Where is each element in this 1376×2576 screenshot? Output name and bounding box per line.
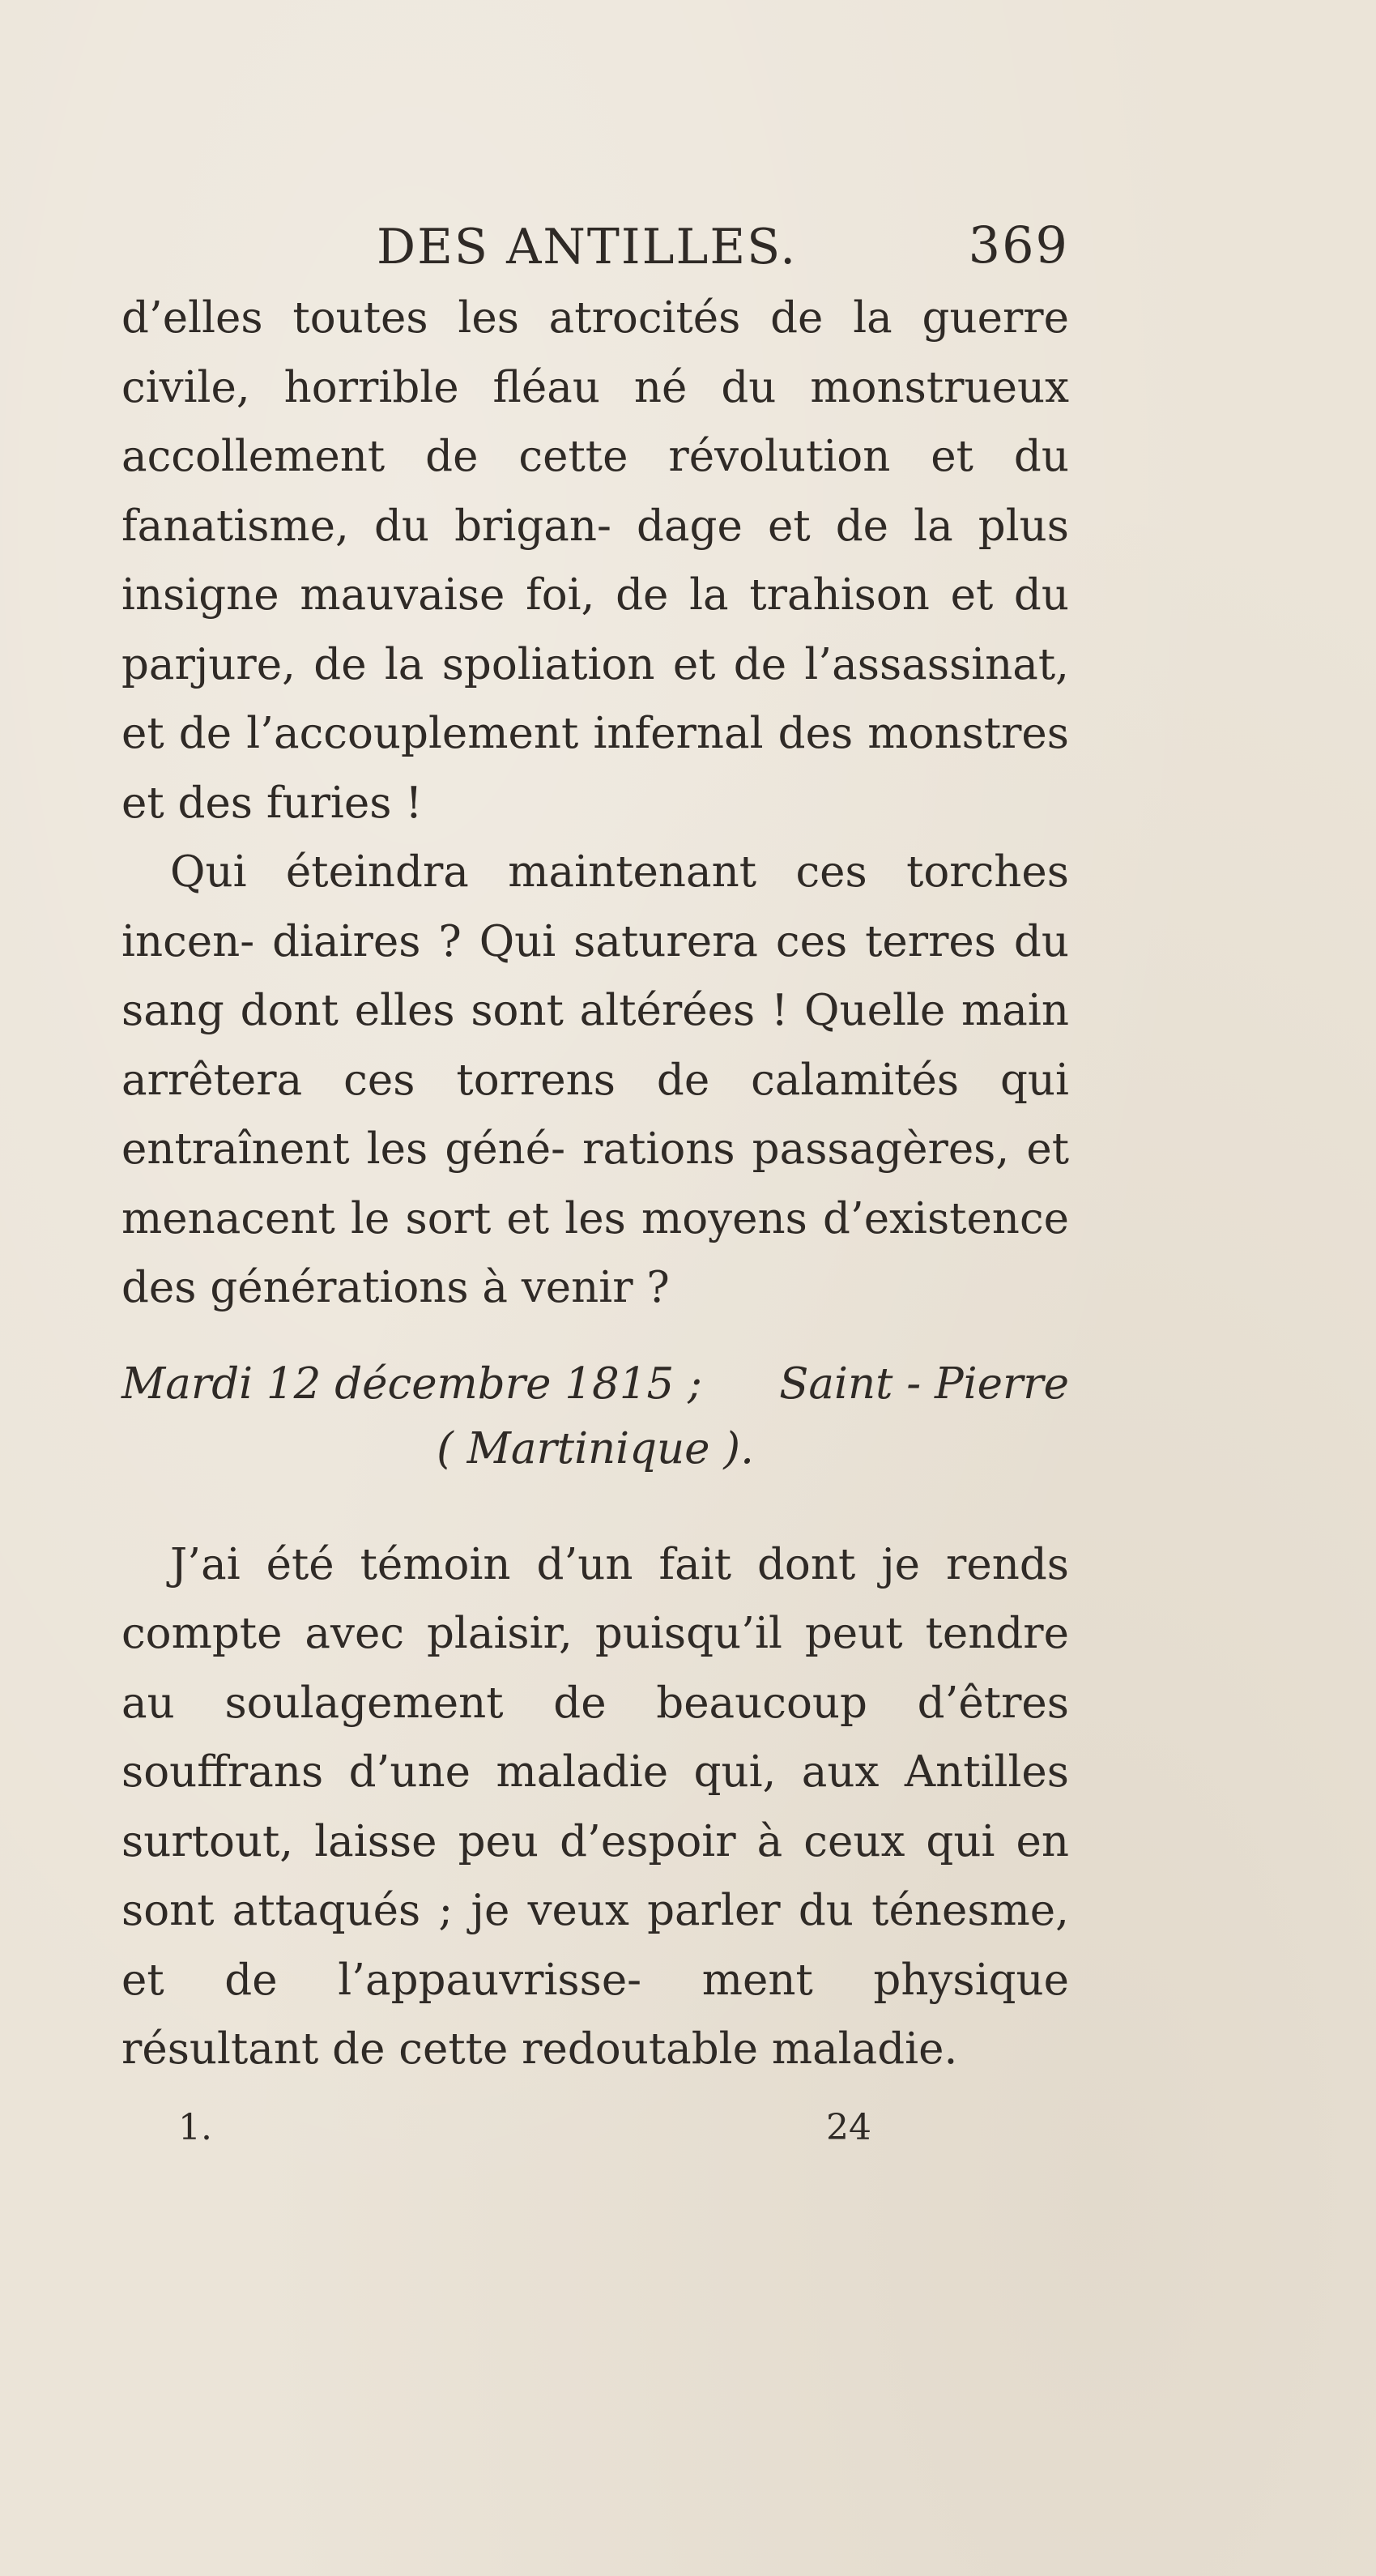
paragraph-3-line-2: compte avec plaisir, puisqu’il peut tendre au xyxy=(121,1609,1069,1728)
paragraph-3-line-1: J’ai été témoin d’un fait dont je rends xyxy=(170,1539,1069,1589)
sheet-number: 24 xyxy=(826,2106,871,2148)
paragraph-1-line-2: horrible fléau né du monstrueux accollement xyxy=(121,362,1069,481)
paragraph-3-line-6: veux parler du ténesme, et de l’appauvrisse- xyxy=(121,1886,1069,2005)
paragraph-3-line-8: maladie. xyxy=(771,2024,958,2074)
paragraph-1-line-3: de cette révolution et du fanatisme, du brigan- xyxy=(121,432,1069,551)
paragraph-2 xyxy=(121,838,1069,1323)
paragraph-1 xyxy=(121,284,1069,838)
paragraph-1-line-4: dage et de la plus insigne mauvaise foi, de la xyxy=(121,501,1069,620)
entry-date: Mardi 12 décembre 1815 ; xyxy=(121,1358,702,1409)
entry-place: Saint - Pierre xyxy=(779,1358,1069,1409)
paragraph-3 xyxy=(121,1530,1069,2084)
entry-region: ( Martinique ). xyxy=(437,1423,754,1474)
paragraph-3-line-3: soulagement de beaucoup d’êtres souffrans xyxy=(121,1678,1069,1797)
paragraph-3-line-7: ment physique résultant de cette redoutable xyxy=(121,1955,1069,2074)
running-head xyxy=(121,211,1069,284)
running-title: DES ANTILLES. xyxy=(377,219,798,275)
paragraph-1-line-6: l’assassinat, et de l’accouplement infernal des xyxy=(121,639,1069,758)
paragraph-2-line-1: Qui éteindra maintenant ces torches incen- xyxy=(121,847,1069,966)
paragraph-2-line-3: elles sont altérées ! Quelle main arrêtera ces xyxy=(121,986,1069,1105)
paragraph-3-line-4: d’une maladie qui, aux Antilles surtout, laisse xyxy=(121,1747,1069,1866)
paragraph-1-line-5: trahison et du parjure, de la spoliation et de xyxy=(121,570,1069,689)
paragraph-1-line-7: monstres et des furies ! xyxy=(121,709,1069,828)
page-number: 369 xyxy=(968,215,1069,275)
paragraph-2-line-2: diaires ? Qui saturera ces terres du sang dont xyxy=(121,916,1069,1035)
entry-heading-line-1 xyxy=(121,1352,1069,1417)
paragraph-1-line-1: d’elles toutes les atrocités de la guerre civile, xyxy=(121,293,1069,412)
paragraph-2-line-4: torrens de calamités qui entraînent les géné- xyxy=(121,1055,1070,1174)
text-block xyxy=(121,211,1069,2156)
paragraph-2-line-6: moyens d’existence des générations à venir ? xyxy=(121,1193,1069,1312)
page-footer xyxy=(121,2107,1069,2156)
entry-heading xyxy=(121,1352,1069,1482)
paragraph-2-line-5: rations passagères, et menacent le sort et les xyxy=(121,1124,1069,1243)
signature-mark: 1. xyxy=(178,2106,212,2148)
paragraph-3-line-5: peu d’espoir à ceux qui en sont attaqués ; je xyxy=(121,1816,1069,1935)
